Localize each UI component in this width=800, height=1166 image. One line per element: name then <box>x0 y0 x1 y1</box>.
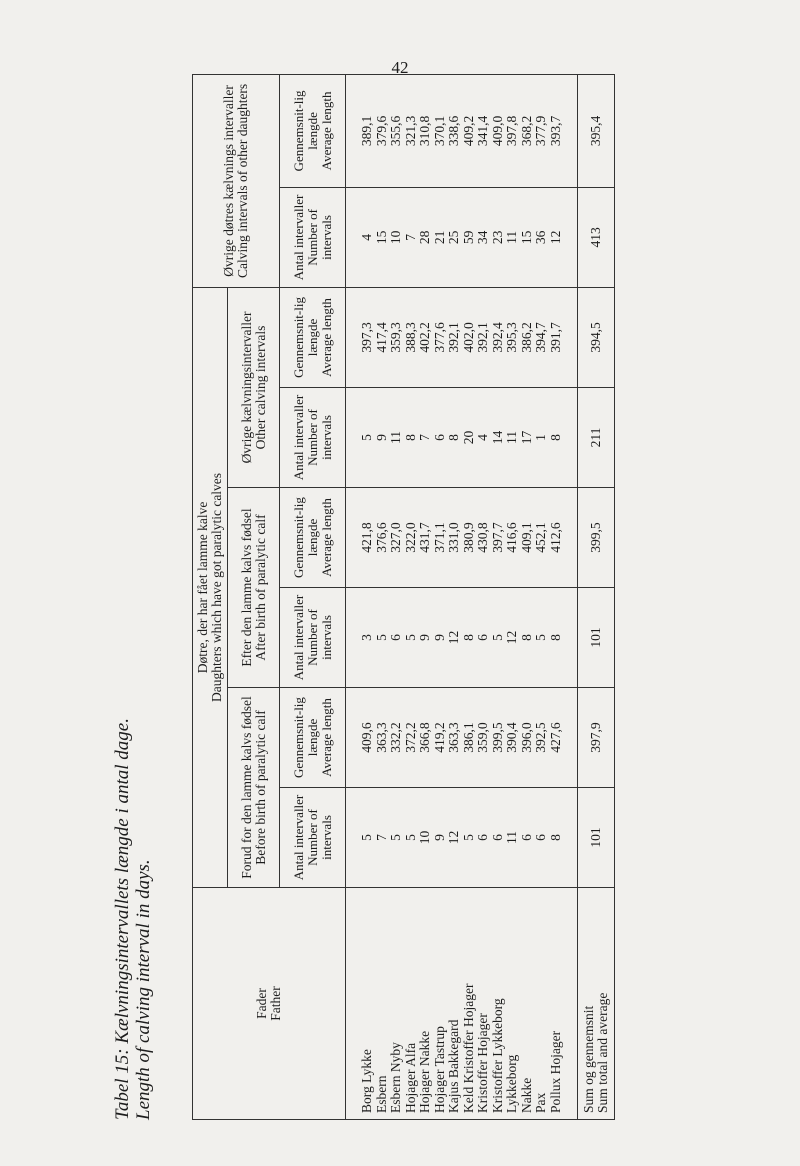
od-count-da: Antal intervaller <box>290 194 306 281</box>
other-daughters-en: Calving intervals of other daughters <box>235 83 250 279</box>
table-cell: 28 <box>417 230 432 245</box>
table-cell: 5 <box>460 834 476 841</box>
after-avg-header <box>280 488 346 588</box>
table-cell: 392,5 <box>533 722 548 753</box>
before-birth-header <box>228 688 280 888</box>
table-cell: 368,2 <box>518 115 534 147</box>
father-header-da: Fader <box>254 988 269 1019</box>
table-cell: 396,0 <box>518 722 534 753</box>
before-avg-en: Average length <box>318 698 334 777</box>
table-cell: 371,1 <box>431 522 447 553</box>
table-cell: 363,3 <box>446 722 461 753</box>
before-avg-header <box>280 688 346 788</box>
table-cell: 5 <box>402 634 418 641</box>
table-cell: 409,6 <box>359 722 374 753</box>
table-cell: 20 <box>460 430 476 445</box>
father-name: Kristoffer Hojager <box>475 1013 490 1113</box>
table-cell: 15 <box>518 230 534 245</box>
table-cell: 11 <box>504 230 519 244</box>
rotated-page-content <box>0 70 800 1120</box>
father-column <box>346 888 578 1120</box>
before-birth-da: Forud for den lamme kalvs fødsel <box>238 696 254 879</box>
table-cell: 392,1 <box>475 322 490 353</box>
table-cell: 8 <box>547 634 563 641</box>
father-name: Pax <box>533 1092 548 1113</box>
table-cell: 6 <box>475 834 490 841</box>
daughters-group-header <box>193 287 228 887</box>
table-cell: 376,6 <box>373 522 389 553</box>
father-name: Esbern Nyby <box>388 1042 403 1113</box>
table-cell: 322,0 <box>402 522 418 553</box>
table-cell: 392,4 <box>489 322 505 353</box>
table-cell: 12 <box>504 630 519 645</box>
total-before-count: 101 <box>578 788 615 888</box>
table-cell: 8 <box>402 434 418 441</box>
table-cell: 332,2 <box>388 722 403 753</box>
other-intervals-da: Øvrige kælvningsintervaller <box>238 311 254 464</box>
table-cell: 6 <box>475 634 490 641</box>
table-cell: 366,8 <box>417 722 432 753</box>
table-cell: 431,7 <box>417 522 432 553</box>
father-name: Lykkeborg <box>504 1054 519 1113</box>
table-cell: 9 <box>417 634 432 641</box>
table-cell: 5 <box>388 834 403 841</box>
total-row <box>578 74 615 1119</box>
table-cell: 8 <box>518 634 534 641</box>
table-cell: 6 <box>489 834 505 841</box>
after-count-da: Antal intervaller <box>290 594 306 681</box>
other-count-column <box>346 388 578 488</box>
table-cell: 21 <box>431 230 447 245</box>
table-cell: 6 <box>533 834 548 841</box>
before-count-header <box>280 788 346 888</box>
total-od-count: 413 <box>578 187 615 287</box>
other-avg-column <box>346 287 578 387</box>
table-cell: 12 <box>547 230 563 245</box>
table-cell: 380,9 <box>460 522 476 553</box>
table-cell: 5 <box>533 634 548 641</box>
father-name: Nakke <box>518 1077 534 1113</box>
table-cell: 15 <box>373 230 389 245</box>
table-cell: 397,7 <box>489 522 505 553</box>
table-cell: 9 <box>431 634 447 641</box>
od-count-en: Number of intervals <box>304 209 334 266</box>
table-caption <box>112 70 154 1120</box>
table-cell: 9 <box>431 834 447 841</box>
table-cell: 409,2 <box>460 115 476 147</box>
table-cell: 36 <box>533 230 548 245</box>
father-name: Hojager Alfa <box>402 1042 418 1113</box>
table-cell: 17 <box>518 430 534 445</box>
table-cell: 397,8 <box>504 115 519 147</box>
table-cell: 412,6 <box>547 522 563 553</box>
table-cell: 399,5 <box>489 722 505 753</box>
other-avg-header <box>280 287 346 387</box>
before-count-column <box>346 788 578 888</box>
table-cell: 389,1 <box>359 115 374 147</box>
after-count-header <box>280 588 346 688</box>
table-cell: 321,3 <box>402 115 418 147</box>
table-cell: 394,7 <box>533 322 548 353</box>
before-avg-column <box>346 688 578 788</box>
table-cell: 421,8 <box>359 522 374 553</box>
total-after-avg: 399,5 <box>578 488 615 588</box>
father-header-en: Father <box>268 986 283 1021</box>
table-cell: 14 <box>489 430 505 445</box>
father-name: Kristoffer Lykkeborg <box>489 998 505 1113</box>
table-cell: 5 <box>402 834 418 841</box>
table-cell: 327,0 <box>388 522 403 553</box>
table-cell: 338,6 <box>446 115 461 147</box>
daughters-group-da: Døtre, der har fået lamme kalve <box>195 501 210 674</box>
father-name: Hojager Tastrup <box>431 1026 447 1113</box>
other-avg-en: Average length <box>318 298 334 377</box>
table-cell: 5 <box>359 834 374 841</box>
table-cell: 370,1 <box>431 115 447 147</box>
table-cell: 359,0 <box>475 722 490 753</box>
daughters-group-en: Daughters which have got paralytic calves <box>209 472 224 702</box>
before-birth-en: Before birth of paralytic calf <box>252 710 268 865</box>
table-cell: 5 <box>489 634 505 641</box>
other-daughters-da: Øvrige døtres kælvnings intervaller <box>221 85 236 277</box>
after-avg-column <box>346 488 578 588</box>
father-name: Pollux Hojager <box>547 1030 563 1113</box>
table-cell: 395,3 <box>504 322 519 353</box>
total-after-count: 101 <box>578 588 615 688</box>
after-birth-da: Efter den lamme kalvs fødsel <box>238 508 254 667</box>
table-cell: 372,2 <box>402 722 418 753</box>
father-name: Hojager Nakke <box>417 1030 432 1113</box>
od-count-column <box>346 187 578 287</box>
table-cell: 10 <box>417 830 432 845</box>
table-cell: 355,6 <box>388 115 403 147</box>
table-cell: 4 <box>359 234 374 241</box>
table-cell: 11 <box>388 431 403 444</box>
after-count-en: Number of intervals <box>304 609 334 666</box>
total-label-da: Sum og gennemsnit <box>581 1005 596 1113</box>
table-cell: 452,1 <box>533 522 548 553</box>
after-avg-en: Average length <box>318 498 334 577</box>
table-cell: 331,0 <box>446 522 461 553</box>
table-cell: 377,9 <box>533 115 548 147</box>
table-cell: 8 <box>547 834 563 841</box>
table-cell: 402,2 <box>417 322 432 353</box>
other-intervals-en: Other calving intervals <box>252 325 268 450</box>
other-count-header <box>280 388 346 488</box>
table-cell: 388,3 <box>402 322 418 353</box>
table-cell: 9 <box>373 434 389 441</box>
table-cell: 430,8 <box>475 522 490 553</box>
father-header <box>193 888 346 1120</box>
table-cell: 377,6 <box>431 322 447 353</box>
total-od-avg: 395,4 <box>578 74 615 187</box>
table-cell: 393,7 <box>547 115 563 147</box>
table-cell: 419,2 <box>431 722 447 753</box>
od-avg-column <box>346 74 578 187</box>
table-cell: 6 <box>431 434 447 441</box>
table-cell: 25 <box>446 230 461 245</box>
table-cell: 4 <box>475 434 490 441</box>
table-cell: 310,8 <box>417 115 432 147</box>
total-label-en: Sum total and average <box>595 992 610 1113</box>
table-cell: 23 <box>489 230 505 245</box>
father-name: Keld Kristoffer Hojager <box>460 983 476 1113</box>
table-cell: 363,3 <box>373 722 389 753</box>
table-cell: 409,1 <box>518 522 534 553</box>
table-cell: 409,0 <box>489 115 505 147</box>
table-cell: 391,7 <box>547 322 563 353</box>
table-cell: 11 <box>504 431 519 444</box>
table-body-row <box>346 74 578 1119</box>
table-cell: 7 <box>402 234 418 241</box>
after-birth-header <box>228 488 280 688</box>
total-other-count: 211 <box>578 388 615 488</box>
table-cell: 10 <box>388 230 403 245</box>
total-label <box>578 888 615 1120</box>
after-count-column <box>346 588 578 688</box>
table-cell: 392,1 <box>446 322 461 353</box>
table-cell: 359,3 <box>388 322 403 353</box>
father-name: Kajus Bakkegard <box>446 1019 461 1113</box>
father-name: Borg Lykke <box>359 1049 374 1113</box>
table-cell: 386,2 <box>518 322 534 353</box>
table-cell: 427,6 <box>547 722 563 753</box>
table-cell: 5 <box>373 634 389 641</box>
table-cell: 59 <box>460 230 476 245</box>
table-cell: 8 <box>460 634 476 641</box>
table-cell: 3 <box>359 634 374 641</box>
table-cell: 1 <box>533 434 548 441</box>
table-cell: 390,4 <box>504 722 519 753</box>
page-number: 42 <box>391 58 409 77</box>
after-avg-da: Gennemsnit-lig længde <box>290 497 320 578</box>
od-count-header <box>280 187 346 287</box>
table-cell: 417,4 <box>373 322 389 353</box>
total-before-avg: 397,9 <box>578 688 615 788</box>
table-cell: 7 <box>417 434 432 441</box>
before-count-da: Antal intervaller <box>290 794 306 881</box>
table-cell: 416,6 <box>504 522 519 553</box>
table-cell: 5 <box>359 434 374 441</box>
other-intervals-header <box>228 287 280 487</box>
other-avg-da: Gennemsnit-lig længde <box>290 297 320 378</box>
table-cell: 34 <box>475 230 490 245</box>
other-daughters-header <box>193 74 280 287</box>
table-cell: 6 <box>518 834 534 841</box>
table-cell: 379,6 <box>373 115 389 147</box>
other-count-da: Antal intervaller <box>290 394 306 481</box>
table-cell: 402,0 <box>460 322 476 353</box>
before-avg-da: Gennemsnit-lig længde <box>290 697 320 778</box>
caption-english: Length of calving interval in days. <box>133 859 154 1120</box>
total-other-avg: 394,5 <box>578 287 615 387</box>
table-cell: 12 <box>446 630 461 645</box>
table-cell: 8 <box>446 434 461 441</box>
table-cell: 397,3 <box>359 322 374 353</box>
od-avg-en: Average length <box>318 91 334 171</box>
before-count-en: Number of intervals <box>304 809 334 866</box>
table-cell: 8 <box>547 434 563 441</box>
od-avg-da: Gennemsnit-lig længde <box>290 90 320 172</box>
calving-interval-table <box>192 74 615 1120</box>
table-cell: 12 <box>446 830 461 845</box>
table-cell: 11 <box>504 831 519 844</box>
after-birth-en: After birth of paralytic calf <box>252 514 268 661</box>
other-count-en: Number of intervals <box>304 409 334 466</box>
table-cell: 341,4 <box>475 115 490 147</box>
table-cell: 7 <box>373 834 389 841</box>
caption-danish: Tabel 15: Kælvningsintervallets længde i antal dage. <box>112 718 133 1120</box>
od-avg-header <box>280 74 346 187</box>
table-cell: 6 <box>388 634 403 641</box>
father-name: Esbern <box>373 1075 389 1113</box>
table-cell: 386,1 <box>460 722 476 753</box>
